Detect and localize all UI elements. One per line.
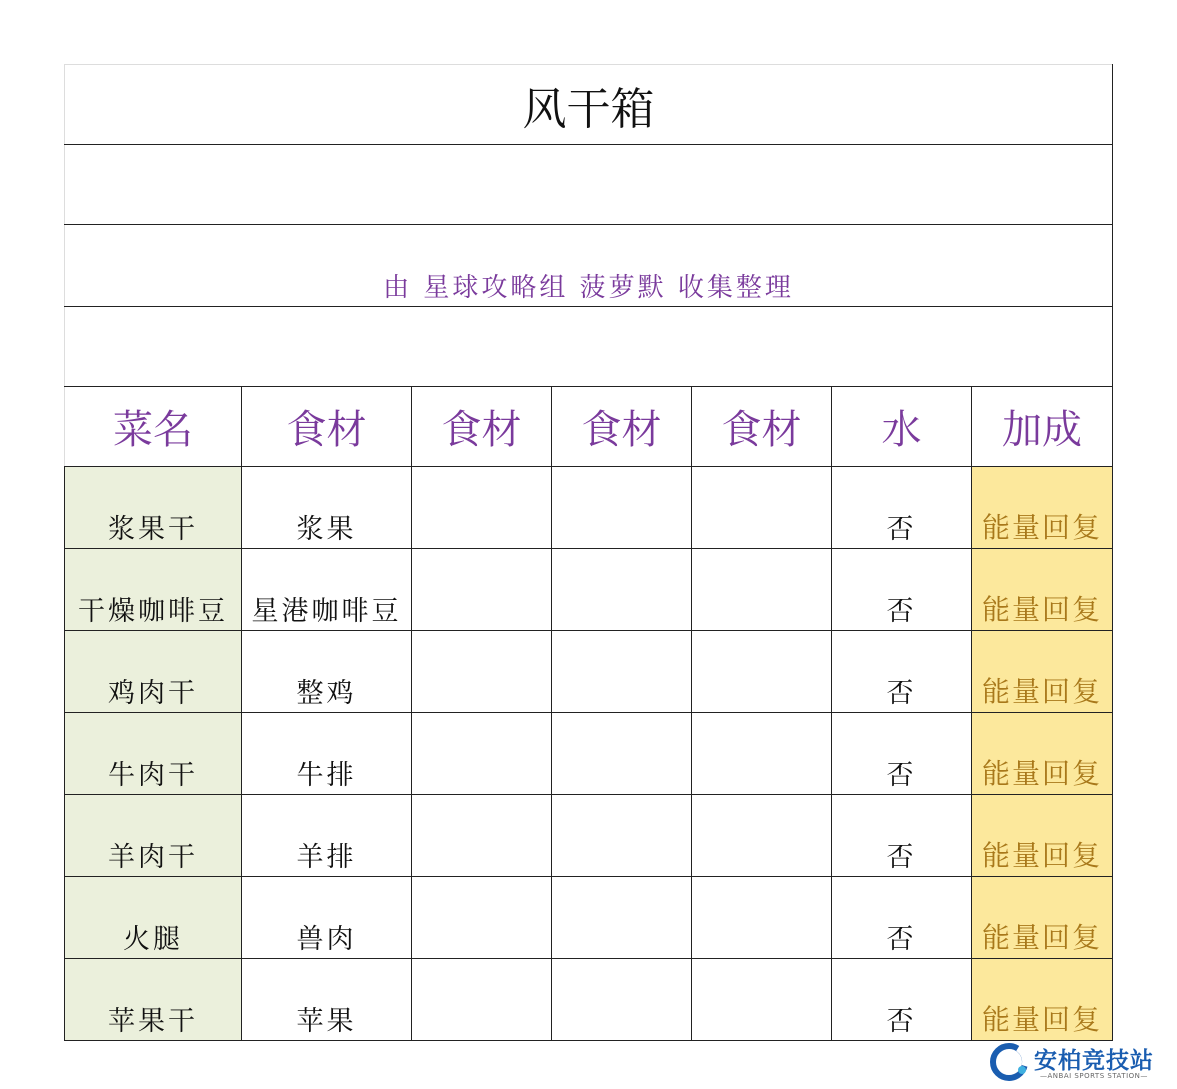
cell-ingredient-3 [552,631,692,713]
cell-ingredient-4 [692,959,832,1041]
cell-ingredient-1: 苹果 [242,959,412,1041]
table-row [65,959,1113,1041]
header-dish: 菜名 [65,387,242,467]
cell-bonus: 能量回复 [972,631,1113,713]
cell-dish: 干燥咖啡豆 [65,549,242,631]
cell-water: 否 [832,959,972,1041]
cell-ingredient-3 [552,877,692,959]
cell-ingredient-1: 浆果 [242,467,412,549]
cell-ingredient-2 [412,549,552,631]
cell-dish: 苹果干 [65,959,242,1041]
cell-bonus: 能量回复 [972,467,1113,549]
cell-ingredient-2 [412,713,552,795]
table-row [65,467,1113,549]
cell-bonus: 能量回复 [972,549,1113,631]
cell-ingredient-3 [552,713,692,795]
cell-ingredient-3 [552,959,692,1041]
cell-ingredient-2 [412,795,552,877]
header-bonus: 加成 [972,387,1113,467]
cell-ingredient-1: 牛排 [242,713,412,795]
blank-row [65,307,1113,387]
cell-ingredient-4 [692,877,832,959]
header-ingredient-3: 食材 [552,387,692,467]
cell-ingredient-2 [412,467,552,549]
table-title: 风干箱 [65,65,1113,145]
cell-ingredient-3 [552,795,692,877]
cell-water: 否 [832,467,972,549]
anbai-logo-icon [988,1040,1032,1084]
spreadsheet [64,64,1112,1041]
cell-ingredient-4 [692,549,832,631]
cell-ingredient-4 [692,795,832,877]
cell-ingredient-4 [692,467,832,549]
cell-ingredient-2 [412,959,552,1041]
table-row [65,713,1113,795]
table-row [65,877,1113,959]
cell-dish: 鸡肉干 [65,631,242,713]
cell-dish: 火腿 [65,877,242,959]
cell-ingredient-4 [692,713,832,795]
table-row [65,631,1113,713]
cell-ingredient-3 [552,467,692,549]
cell-ingredient-4 [692,631,832,713]
cell-dish: 牛肉干 [65,713,242,795]
header-row [65,387,1113,467]
cell-water: 否 [832,549,972,631]
table-row [65,549,1113,631]
header-ingredient-4: 食材 [692,387,832,467]
cell-water: 否 [832,877,972,959]
cell-ingredient-3 [552,549,692,631]
cell-water: 否 [832,713,972,795]
blank-row [65,145,1113,225]
cell-bonus: 能量回复 [972,877,1113,959]
header-water: 水 [832,387,972,467]
cell-water: 否 [832,631,972,713]
header-ingredient-1: 食材 [242,387,412,467]
cell-ingredient-1: 羊排 [242,795,412,877]
cell-ingredient-1: 星港咖啡豆 [242,549,412,631]
credit-text: 由 星球攻略组 菠萝默 收集整理 [65,225,1113,307]
cell-bonus: 能量回复 [972,795,1113,877]
cell-bonus: 能量回复 [972,713,1113,795]
header-ingredient-2: 食材 [412,387,552,467]
watermark [988,1040,1168,1084]
cell-ingredient-1: 兽肉 [242,877,412,959]
watermark-name: 安柏竞技站 [1034,1048,1154,1074]
cell-bonus: 能量回复 [972,959,1113,1041]
cell-water: 否 [832,795,972,877]
cell-ingredient-1: 整鸡 [242,631,412,713]
table-row [65,795,1113,877]
cell-ingredient-2 [412,877,552,959]
cell-ingredient-2 [412,631,552,713]
cell-dish: 羊肉干 [65,795,242,877]
watermark-subtitle: —ANBAI SPORTS STATION— [1040,1072,1148,1080]
drying-rack-table [64,64,1113,1041]
cell-dish: 浆果干 [65,467,242,549]
